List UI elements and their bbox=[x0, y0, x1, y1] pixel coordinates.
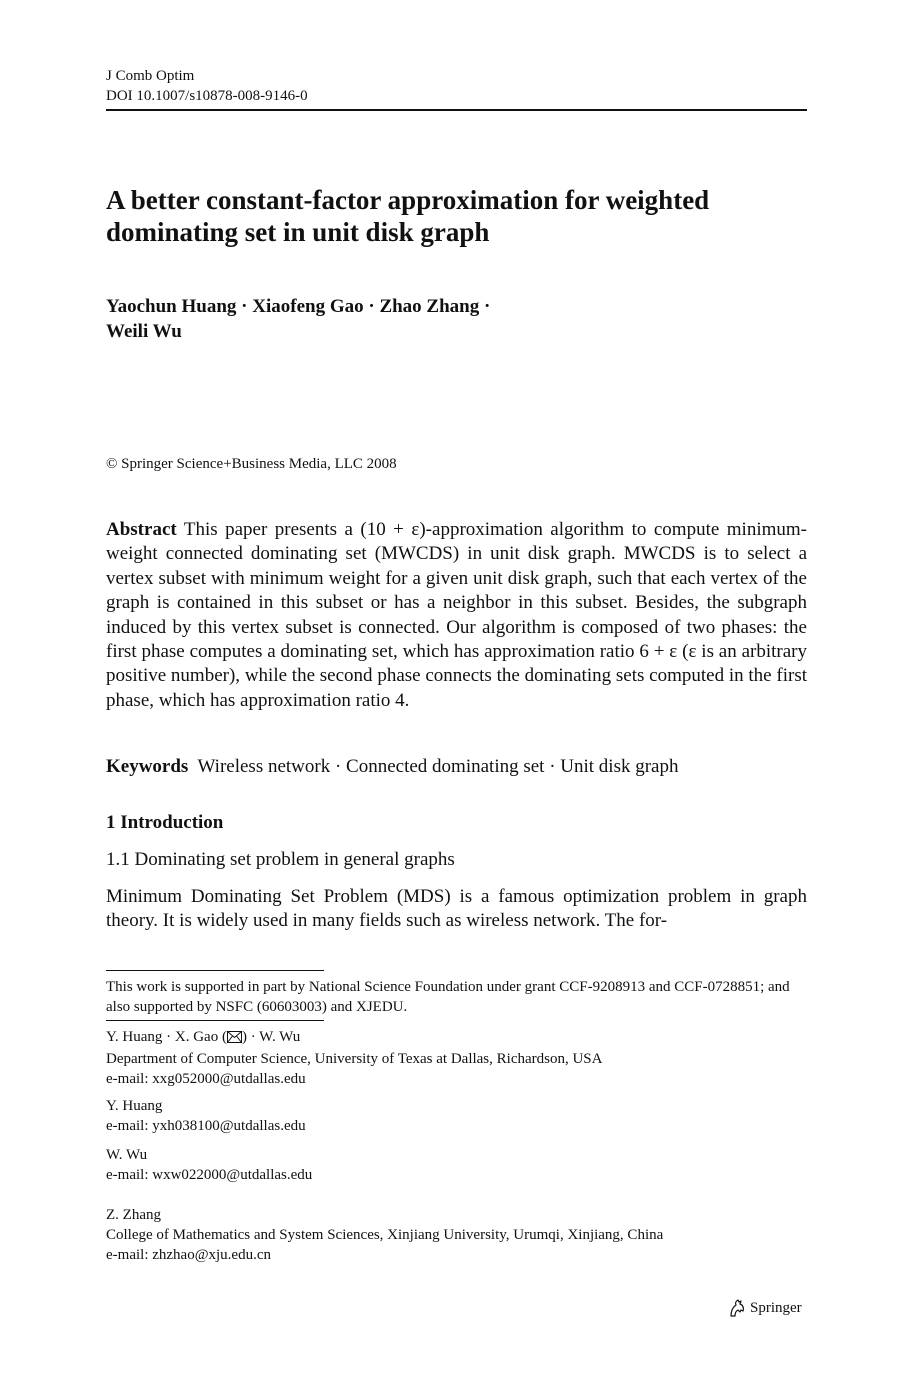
keywords-label: Keywords bbox=[106, 756, 189, 777]
affiliation-4-email[interactable]: e-mail: zhzhao@xju.edu.cn bbox=[106, 1247, 271, 1263]
affiliation-1-names bbox=[106, 1027, 807, 1049]
copyright-notice: © Springer Science+Business Media, LLC 2008 bbox=[106, 456, 397, 472]
journal-name: J Comb Optim bbox=[106, 68, 195, 84]
envelope-icon bbox=[227, 1029, 242, 1049]
footnote-support: This work is supported in part by National Science Foundation under grant CCF-9208913 and CCF-0728851; and also supported by NSFC (60603003) and XJEDU. bbox=[106, 979, 790, 1015]
subsection-heading: 1.1 Dominating set problem in general graphs bbox=[106, 849, 455, 870]
title-line-1: A better constant-factor approximation for weighted bbox=[106, 185, 710, 215]
header-rule bbox=[106, 109, 807, 111]
affiliation-rule bbox=[106, 1020, 324, 1021]
journal-header bbox=[106, 66, 308, 106]
author-list bbox=[106, 294, 807, 344]
affiliation-1 bbox=[106, 1027, 807, 1089]
affiliation-1-dept: Department of Computer Science, University of Texas at Dallas, Richardson, USA bbox=[106, 1051, 603, 1067]
springer-wordmark: Springer bbox=[750, 1300, 802, 1316]
affiliation-4-name: Z. Zhang bbox=[106, 1207, 161, 1223]
affiliation-4-dept: College of Mathematics and System Sciences, Xinjiang University, Urumqi, Xinjiang, China bbox=[106, 1227, 664, 1243]
affiliation-3 bbox=[106, 1145, 807, 1185]
title-line-2: dominating set in unit disk graph bbox=[106, 217, 490, 247]
affiliation-2 bbox=[106, 1096, 807, 1136]
affiliation-2-name: Y. Huang bbox=[106, 1098, 163, 1114]
keywords bbox=[106, 755, 807, 779]
springer-horse-icon bbox=[727, 1298, 747, 1318]
springer-logo bbox=[727, 1297, 802, 1319]
authors-line-1: Yaochun Huang · Xiaofeng Gao · Zhao Zhang · bbox=[106, 296, 491, 317]
authors-line-2: Weili Wu bbox=[106, 321, 182, 342]
abstract bbox=[106, 518, 807, 713]
affiliation-1-names-a: Y. Huang · X. Gao ( bbox=[106, 1029, 227, 1045]
affiliation-3-email[interactable]: e-mail: wxw022000@utdallas.edu bbox=[106, 1167, 313, 1183]
paper-title bbox=[106, 184, 807, 248]
affiliation-4 bbox=[106, 1205, 807, 1265]
abstract-text: This paper presents a (10 + ε)-approximation algorithm to compute minimum-weight connected dominating set (MWCDS) in unit disk graph. MWCDS is to select a vertex subset with minimum weight for a given unit disk graph, such that each vertex of the graph is contained in this subset or has a neighbor in this subset. Besides, the subgraph induced by this vertex subset is connected. Our algorithm is composed of two phases: the first phase computes a dominating set, which has approximation ratio 6 + ε (ε is an arbitrary positive number), while the second phase connects the dominating sets computed in the first phase, which has approximation ratio 4. bbox=[106, 519, 807, 711]
intro-paragraph: Minimum Dominating Set Problem (MDS) is a famous optimization problem in graph theory. It is widely used in many fields such as wireless network. The for- bbox=[106, 886, 807, 932]
keywords-text: Wireless network · Connected dominating set · Unit disk graph bbox=[197, 756, 679, 777]
affiliation-3-name: W. Wu bbox=[106, 1147, 148, 1163]
affiliation-1-names-b: ) · W. Wu bbox=[241, 1029, 301, 1045]
footnote-rule bbox=[106, 970, 324, 971]
section-heading: 1 Introduction bbox=[106, 812, 224, 833]
affiliation-1-email[interactable]: e-mail: xxg052000@utdallas.edu bbox=[106, 1071, 306, 1087]
affiliation-2-email[interactable]: e-mail: yxh038100@utdallas.edu bbox=[106, 1118, 306, 1134]
doi: DOI 10.1007/s10878-008-9146-0 bbox=[106, 88, 308, 104]
abstract-label: Abstract bbox=[106, 519, 177, 540]
